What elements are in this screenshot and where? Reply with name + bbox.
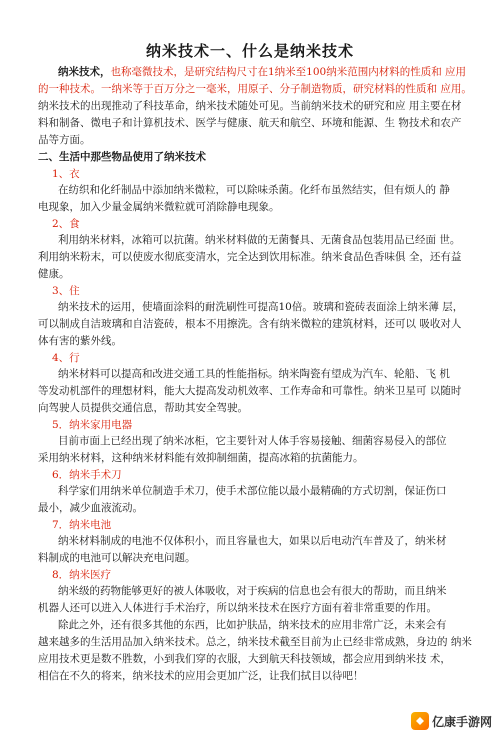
item-8-line-2: 机器人还可以进入人体进行手术治疗，所以纳米技术在医疗方面有着非常重要的作用。	[38, 602, 437, 614]
item-heading-appliances: 5．纳米家用电器	[52, 419, 133, 431]
item-heading-housing: 3、住	[52, 285, 80, 297]
intro-definition-2: 的一种技术。一纳米等于百万分之一毫米，用原子、分子制造物质，研究材料的性质和 应用。	[38, 83, 472, 95]
item-1-line-2: 电现象，加入少量金属纳米微粒就可消除静电现象。	[38, 201, 280, 213]
item-4-line-3: 向驾驶人员提供交通信息，帮助其安全驾驶。	[38, 402, 248, 414]
intro-definition-1: 也称毫微技术，是研究结构尺寸在1纳米至100纳米范围内材料的性质和 应用	[110, 66, 467, 78]
item-heading-battery: 7．纳米电池	[52, 519, 112, 531]
item-5-line-2: 采用纳米材料，这种纳米材料能有效抑制细菌，提高冰箱的抗菌能力。	[38, 452, 364, 464]
closing-line-3: 应用技术更是数不胜数，小到我们穿的衣服，大到航天科技领域，都会应用到纳米技 术，	[38, 653, 451, 665]
watermark-logo	[411, 710, 492, 732]
intro-term: 纳米技术，	[58, 66, 111, 78]
item-3-line-3: 体有害的紫外线。	[38, 335, 122, 347]
intro-line-1	[58, 64, 466, 81]
intro-line-3: 纳米技术的出现推动了科技革命，纳米技术随处可见。当前纳米技术的研究和应 用主要在材	[38, 100, 462, 112]
item-7-line-2: 料制成的电池可以解决充电问题。	[38, 552, 196, 564]
item-7-line-1: 纳米材料制成的电池不仅体积小，而且容量也大，如果以后电动汽车普及了，纳米材	[58, 535, 447, 547]
document-title: 纳米技术一、什么是纳米技术	[145, 42, 354, 60]
item-heading-medical: 8．纳米医疗	[52, 569, 112, 581]
item-2-line-3: 健康。	[38, 268, 70, 280]
item-4-line-1: 纳米材料可以提高和改进交通工具的性能指标。纳米陶瓷有望成为汽车、轮船、飞 机	[58, 368, 450, 380]
section-heading: 二、生活中那些物品使用了纳米技术	[38, 151, 206, 163]
item-2-line-2: 利用纳米粉末，可以使废水彻底变清水，完全达到饮用标准。纳米食品色香味俱 全，还有益	[38, 251, 462, 263]
closing-line-4: 相信在不久的将来，纳米技术的应用会更加广泛，让我们拭目以待吧！	[38, 670, 364, 682]
item-3-line-1: 纳米技术的运用，使墙面涂料的耐洗刷性可提高10倍。玻璃和瓷砖表面涂上纳米薄 层，	[58, 301, 464, 313]
item-3-line-2: 可以制成自洁玻璃和自洁瓷砖，根本不用擦洗。含有纳米微粒的建筑材料，还可以 吸收对人	[38, 318, 462, 330]
intro-line-4: 料和制备、微电子和计算机技术、医学与健康、航天和航空、环境和能源、生 物技术和农产	[38, 117, 462, 129]
item-6-line-2: 最小，减少血液流动。	[38, 502, 143, 514]
item-heading-scalpel: 6．纳米手术刀	[52, 469, 122, 481]
item-2-line-1: 利用纳米材料，冰箱可以抗菌。纳米材料做的无菌餐具、无菌食品包装用品已经面 世。	[58, 234, 461, 246]
item-5-line-1: 目前市面上已经出现了纳米冰柜，它主要针对人体手容易接触、细菌容易侵入的部位	[58, 435, 447, 447]
item-4-line-2: 等发动机部件的理想材料，能大大提高发动机效率、工作寿命和可靠性。纳米卫星可 以随时	[38, 385, 462, 397]
item-heading-transport: 4、行	[52, 352, 80, 364]
item-1-line-1: 在纺织和化纤制品中添加纳米微粒，可以除味杀菌。化纤布虽然结实，但有烦人的 静	[58, 184, 450, 196]
watermark-text: 亿康手游网	[431, 714, 492, 729]
intro-line-5: 品等方面。	[38, 134, 91, 146]
item-8-line-1: 纳米级的药物能够更好的被人体吸收，对于疾病的信息也会有很大的帮助，而且纳米	[58, 585, 447, 597]
item-heading-food: 2、食	[52, 218, 80, 230]
closing-line-2: 越来越多的生活用品加入纳米技术。总之，纳米技术截至目前为止已经非常成熟，身边的 纳米	[38, 636, 472, 648]
item-6-line-1: 科学家们用纳米单位制造手术刀，使手术部位能以最小最精确的方式切割，保证伤口	[58, 485, 447, 497]
item-heading-clothing: 1、衣	[52, 168, 80, 180]
yichang-logo-icon	[411, 712, 429, 730]
closing-line-1: 除此之外，还有很多其他的东西，比如护肤品，纳米技术的应用非常广泛，未来会有	[58, 619, 447, 631]
